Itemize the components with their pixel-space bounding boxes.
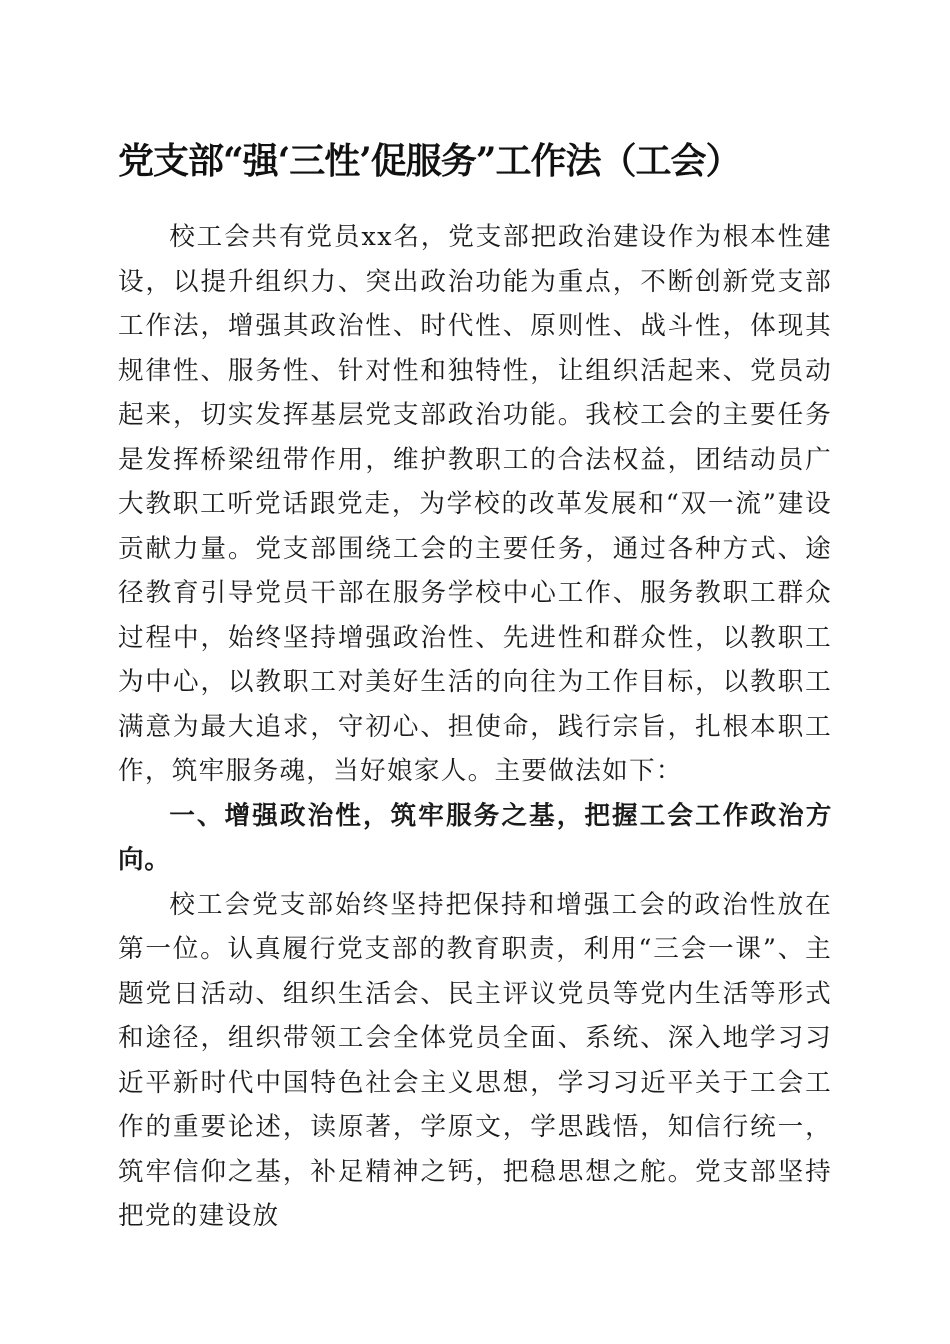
document-title: 党支部“强‘三性’促服务”工作法（工会）	[118, 140, 741, 182]
section-1-paragraph: 校工会党支部始终坚持把保持和增强工会的政治性放在第一位。认真履行党支部的教育职责，利用“三会一课”、主题党日活动、组织生活会、民主评议党员等党内生活等形式和途径，组织带领工会全体党员全面、系统、深入地学习习近平新时代中国特色社会主义思想，学习习近平关于工会工作的重要论述，读原著，学原文，学思践悟，知信行统一，筑牢信仰之基，补足精神之钙，把稳思想之舵。党支部坚持把党的建设放	[118, 889, 832, 1231]
section-heading-1: 一、增强政治性，筑牢服务之基，把握工会工作政治方向。	[118, 800, 832, 875]
intro-paragraph: 校工会共有党员xx名，党支部把政治建设作为根本性建设，以提升组织力、突出政治功能为重点，不断创新党支部工作法，增强其政治性、时代性、原则性、战斗性，体现其规律性、服务性、针对性和独特性，让组织活起来、党员动起来，切实发挥基层党支部政治功能。我校工会的主要任务是发挥桥梁纽带作用，维护教职工的合法权益，团结动员广大教职工听党话跟党走，为学校的改革发展和“双一流”建设贡献力量。党支部围绕工会的主要任务，通过各种方式、途径教育引导党员干部在服务学校中心工作、服务教职工群众过程中，始终坚持增强政治性、先进性和群众性，以教职工为中心，以教职工对美好生活的向往为工作目标，以教职工满意为最大追求，守初心、担使命，践行宗旨，扎根本职工作，筑牢服务魂，当好娘家人。主要做法如下：	[118, 222, 832, 786]
document-body	[118, 215, 832, 1239]
